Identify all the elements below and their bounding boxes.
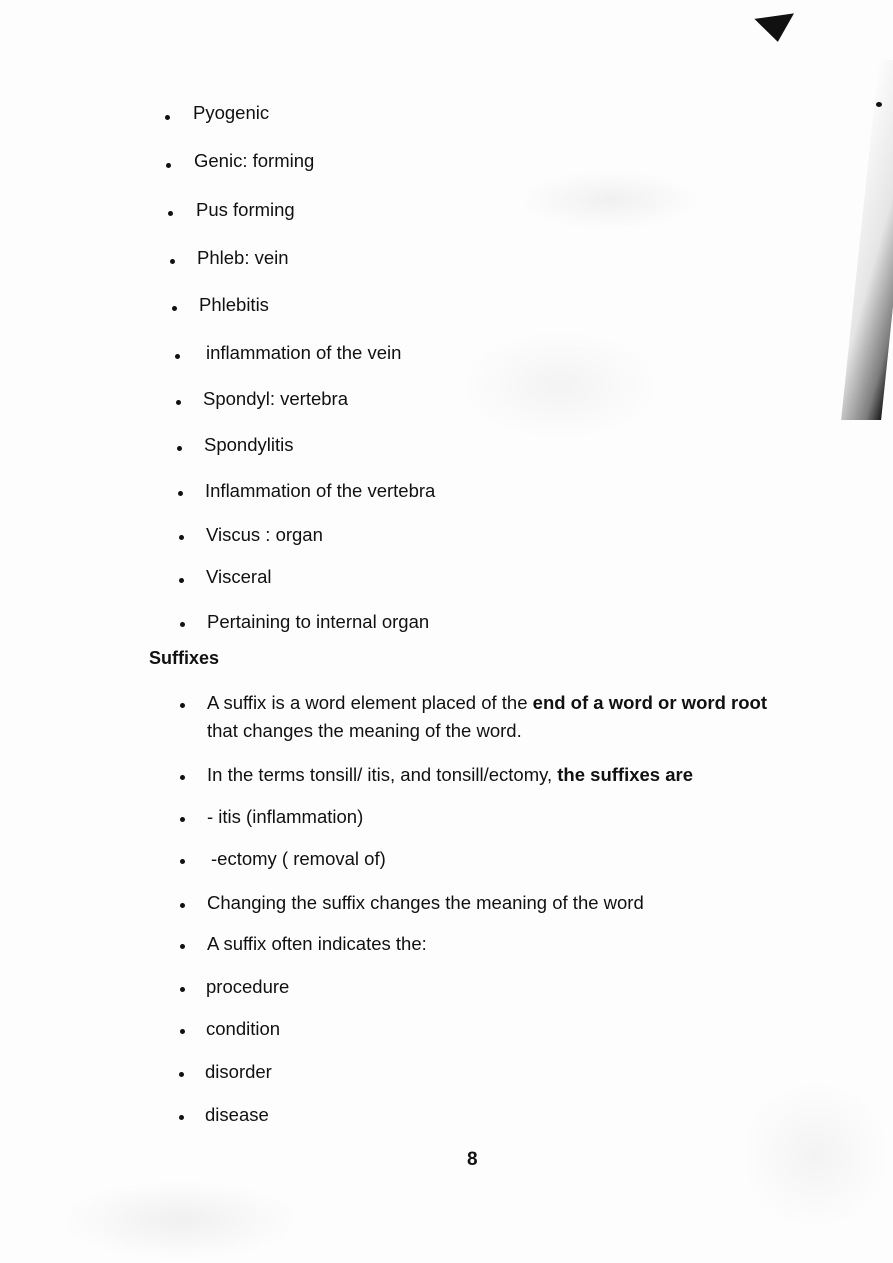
list-item: Visceral (206, 566, 272, 587)
list-bullet (177, 446, 182, 451)
background-speckle (520, 170, 700, 230)
list-bullet (170, 259, 175, 264)
list-item: Spondylitis (204, 434, 294, 455)
definition-emphasis: end of a word or word root (532, 692, 767, 713)
list-bullet (179, 535, 184, 540)
list-bullet (176, 400, 181, 405)
list-item: A suffix often indicates the: (207, 933, 427, 954)
list-bullet (166, 163, 171, 168)
list-item: -ectomy ( removal of) (211, 848, 386, 869)
list-bullet (179, 578, 184, 583)
section-heading: Suffixes (149, 648, 220, 668)
list-bullet (175, 354, 180, 359)
list-item: Viscus : organ (206, 524, 323, 545)
list-item: Pertaining to internal organ (207, 611, 430, 632)
list-bullet (178, 491, 183, 496)
list-item: Pus forming (196, 199, 295, 220)
page-edge-shadow (841, 60, 893, 420)
list-bullet (180, 817, 185, 822)
list-item-continuation: that changes the meaning of the word. (207, 720, 522, 741)
list-item: inflammation of the vein (206, 342, 402, 363)
list-item: Phlebitis (199, 294, 269, 315)
list-item (207, 689, 767, 716)
list-bullet (180, 1029, 185, 1034)
terms-emphasis: the suffixes are (557, 764, 693, 785)
definition-text: A suffix is a word element placed of the (207, 692, 533, 713)
background-speckle (460, 330, 660, 440)
list-item: disease (205, 1104, 269, 1125)
list-item: Genic: forming (194, 150, 315, 171)
list-item: condition (206, 1018, 281, 1039)
list-item: Inflammation of the vertebra (205, 480, 436, 501)
list-bullet (180, 775, 185, 780)
ink-dot (876, 102, 882, 107)
list-item (207, 761, 693, 788)
list-item: - itis (inflammation) (207, 806, 364, 827)
background-speckle (740, 1080, 890, 1230)
page-number: 8 (467, 1149, 478, 1170)
list-bullet (180, 703, 185, 708)
list-bullet (172, 306, 177, 311)
list-item: Phleb: vein (197, 247, 289, 268)
list-item: disorder (205, 1061, 272, 1082)
list-item: procedure (206, 976, 290, 997)
list-bullet (179, 1115, 184, 1120)
list-bullet (180, 903, 185, 908)
list-bullet (180, 987, 185, 992)
list-item: Pyogenic (193, 102, 270, 123)
list-bullet (180, 944, 185, 949)
terms-text: In the terms tonsill/ itis, and tonsill/ectomy, (207, 764, 558, 785)
corner-fold-mark (754, 13, 797, 44)
list-item: Changing the suffix changes the meaning of the word (207, 892, 644, 913)
list-bullet (179, 1072, 184, 1077)
list-bullet (168, 211, 173, 216)
list-bullet (180, 622, 185, 627)
list-item: Spondyl: vertebra (203, 388, 349, 409)
background-speckle (60, 1180, 300, 1260)
list-bullet (165, 115, 170, 120)
list-bullet (180, 859, 185, 864)
